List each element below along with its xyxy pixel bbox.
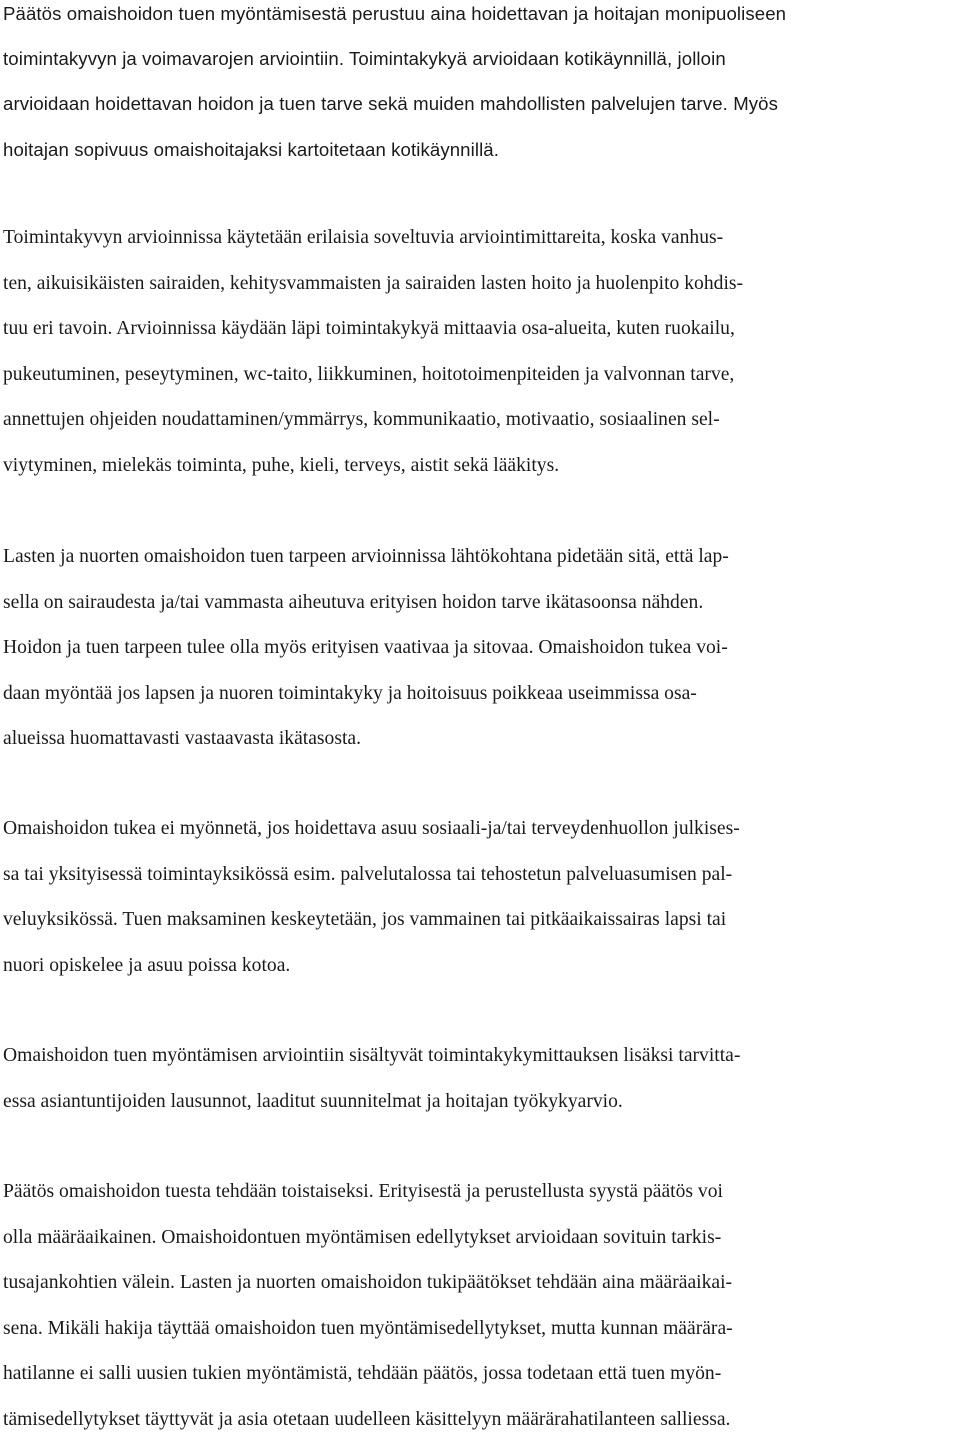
text-line: Päätös omaishoidon tuesta tehdään toistaiseksi. Erityisestä ja perustellusta syystä päätös voi: [3, 1181, 723, 1202]
paragraph-exclusions: [3, 806, 740, 988]
paragraph-children-youth: [3, 534, 729, 762]
text-line: hatilanne ei salli uusien tukien myöntämistä, tehdään päätös, jossa todetaan että tuen myön-: [3, 1363, 722, 1385]
text-line: Omaishoidon tukea ei myönnetä, jos hoidettava asuu sosiaali-ja/tai terveydenhuollon julkises-: [3, 818, 740, 839]
text-line: sella on sairaudesta ja/tai vammasta aiheutuva erityisen hoidon tarve ikätasoonsa nähden.: [3, 591, 704, 613]
text-line: hoitajan sopivuus omaishoitajaksi kartoitetaan kotikäynnillä.: [3, 138, 500, 160]
text-line: Toimintakyvyn arvioinnissa käytetään erilaisia soveltuvia arviointimittareita, koska vanhus-: [3, 227, 724, 248]
text-line: tusajankohtien välein. Lasten ja nuorten omaishoidon tukipäätökset tehdään aina määräaikai-: [3, 1272, 733, 1294]
text-line: tuu eri tavoin. Arvioinnissa käydään läpi toimintakykyä mittaavia osa-alueita, kuten ruokailu,: [3, 318, 735, 340]
text-line: Hoidon ja tuen tarpeen tulee olla myös erityisen vaativaa ja sitovaa. Omaishoidon tukea voi-: [3, 637, 728, 659]
paragraph-decision: [3, 1169, 733, 1443]
text-line: ten, aikuisikäisten sairaiden, kehitysvammaisten ja sairaiden lasten hoito ja huolenpito kohdis-: [3, 272, 744, 294]
text-line: tämisedellytykset täyttyvät ja asia otetaan uudelleen käsittelyyn määrärahatilanteen salliessa.: [3, 1408, 731, 1430]
text-line: arvioidaan hoidettavan hoidon ja tuen tarve sekä muiden mahdollisten palvelujen tarve. Myös: [3, 93, 779, 115]
text-line: pukeutuminen, peseytyminen, wc-taito, liikkuminen, hoitotoimenpiteiden ja valvonnan tarve,: [3, 363, 735, 385]
paragraph-assessment-basis: [3, 0, 786, 172]
text-line: nuori opiskelee ja asuu poissa kotoa.: [3, 954, 291, 976]
text-line: toimintakyvyn ja voimavarojen arviointiin. Toimintakykyä arvioidaan kotikäynnillä, jolloin: [3, 48, 726, 70]
text-line: sa tai yksityisessä toimintayksikössä esim. palvelutalossa tai tehostetun palveluasumisen pal-: [3, 863, 733, 885]
text-line: sena. Mikäli hakija täyttää omaishoidon tuen myöntämisedellytykset, mutta kunnan määrära-: [3, 1317, 733, 1339]
text-line: viytyminen, mielekäs toiminta, puhe, kieli, terveys, aistit sekä lääkitys.: [3, 454, 560, 476]
text-line: Lasten ja nuorten omaishoidon tuen tarpeen arvioinnissa lähtökohtana pidetään sitä, että lap-: [3, 546, 729, 567]
text-line: Omaishoidon tuen myöntämisen arviointiin sisältyvät toimintakykymittauksen lisäksi tarvitta-: [3, 1045, 741, 1066]
text-line: essa asiantuntijoiden lausunnot, laaditut suunnitelmat ja hoitajan työkykyarvio.: [3, 1090, 623, 1112]
text-line: Päätös omaishoidon tuen myöntämisestä perustuu aina hoidettavan ja hoitajan monipuoliseen: [3, 3, 787, 24]
paragraph-assessment-contents: [3, 1033, 740, 1124]
text-line: daan myöntää jos lapsen ja nuoren toimintakyky ja hoitoisuus poikkeaa useimmissa osa-: [3, 682, 697, 704]
text-line: alueissa huomattavasti vastaavasta ikätasosta.: [3, 728, 362, 750]
text-line: olla määräaikainen. Omaishoidontuen myöntämisen edellytykset arvioidaan sovituin tarkis-: [3, 1226, 722, 1248]
text-line: veluyksikössä. Tuen maksaminen keskeytetään, jos vammainen tai pitkäaikaissairas lapsi tai: [3, 909, 727, 931]
text-line: annettujen ohjeiden noudattaminen/ymmärrys, kommunikaatio, motivaatio, sosiaalinen sel-: [3, 409, 720, 431]
paragraph-functional-ability: [3, 215, 743, 489]
